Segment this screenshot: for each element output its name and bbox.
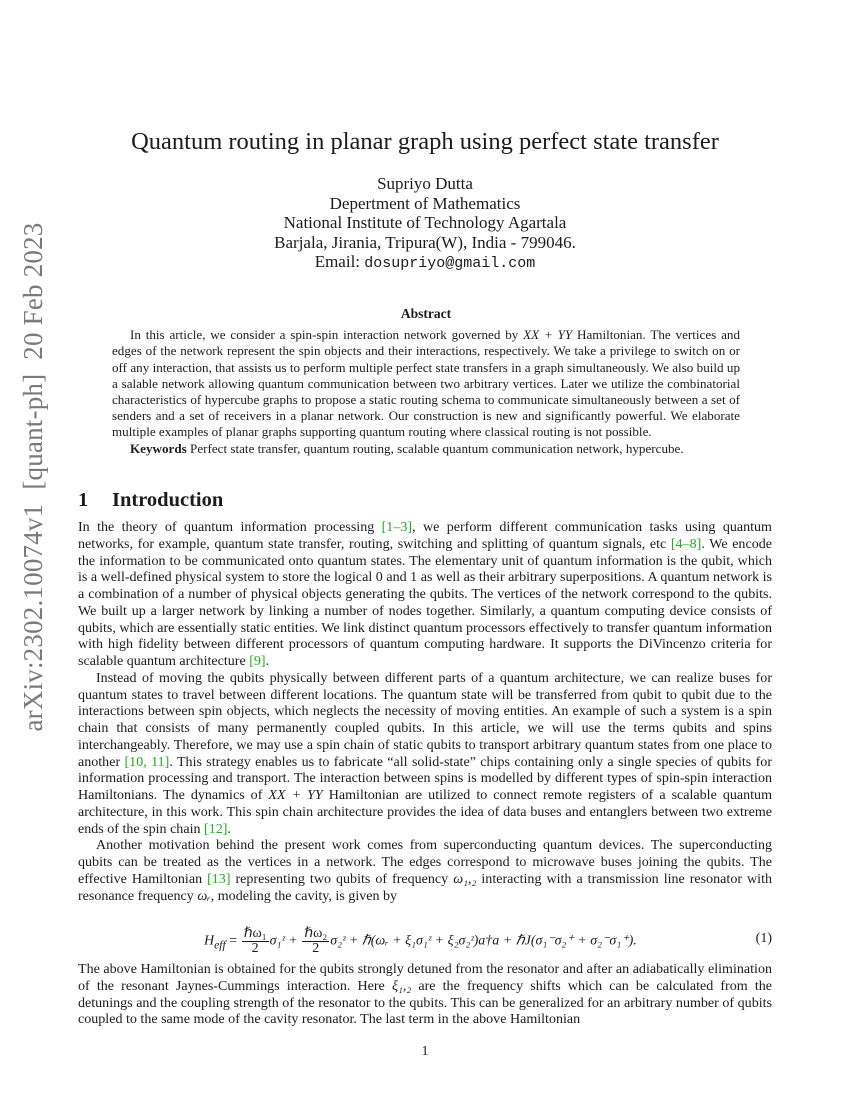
math-inline: ξ₁,₂ [391,977,412,994]
citation-link[interactable]: [10, 11] [124,753,170,770]
email-label: Email: [314,252,361,271]
paragraph: Another motivation behind the present work comes from superconducting quantum devices. The superconducting qubits can be treated as the vertices in a network. The edges correspond to microwave buses joining the qubits. The effective Hamiltonian [13] representing two qubits of frequency ω₁,₂ interacting with a transmission line resonator with resonance frequency ωᵣ, modeling the cavity, is given by [78,837,772,904]
arxiv-category: [quant-ph] [18,373,48,490]
keywords-text: Perfect state transfer, quantum routing, scalable quantum communication network, hypercube. [190,440,684,456]
abstract-heading: Abstract [400,306,452,321]
keywords-label: Keywords [130,440,187,456]
citation-link[interactable]: [13] [207,870,231,887]
keywords [112,441,740,457]
abstract-section [112,306,740,457]
equation-1 [78,925,772,955]
citation-link[interactable]: [12] [204,820,228,837]
equation-number: (1) [755,931,772,946]
paragraph: The above Hamiltonian is obtained for the qubits strongly detuned from the resonator and after an adiabatically elimination of the resonant Jaynes-Cummings interaction. Here ξ₁,₂ are the frequency shifts which can be calculated from the detunings and the coupling strength of the resonator to the qubits. This can be generalized for an arbitrary number of qubits coupled to the same mode of the cavity resonator. The last term in the above Hamiltonian [78,961,772,1028]
citation-link[interactable]: [4–8] [670,535,702,552]
paragraph: In the theory of quantum information processing [1–3], we perform different communication tasks using quantum networks, for example, quantum state transfer, routing, switching and splitting of quantum signals, etc [4–8]. We encode the information to be communicated onto quantum states. The elementary unit of quantum information is the qubit, which is a well-defined physical system to store the logical 0 and 1 as well as their arbitrary superpositions. A quantum network is a combination of a number of physical objects generating the qubits. The vertices of the network correspond to the qubits. We built up a larger network by linking a number of nodes together. Similarly, a quantum computing device consists of qubits, which are essentially static entities. We link distinct quantum processors effectively to transfer quantum information with high fidelity between different processors of quantum computing hardware. It supports the DiVincenzo criteria for scalable quantum architecture [9]. [78,519,772,669]
abstract-text: In this article, we consider a spin-spin interaction network governed by XX + YY Hamiltonian. The vertices and edges of the network represent the spin objects and their interactions, respectively. We take a privilege to switch on or off any interaction, that assists us to perform multiple perfect state transfers in a graph simultaneously. We also build up a salable network allowing quantum communication between two arbitrary vertices. Later we utilize the combinatorial characteristics of hypercube graphs to propose a static routing schema to communicate simultaneously between a set of senders and a set of receivers in a planar network. Our construction is new and significantly powerful. We elaborate multiple examples of planar graphs supporting quantum routing where classical routing is not possible. [112,327,740,440]
author-department: Depertment of Mathematics [329,193,521,213]
math-inline: ωᵣ [197,887,211,904]
citation-link[interactable]: [9] [249,653,266,669]
paragraph: Instead of moving the qubits physically between different parts of a quantum architecture, we can realize buses for quantum states to travel between different locations. The quantum state will be transferred from qubit to qubit due to the interactions between spin objects, which neglects the necessity of moving entities. An example of such a system is a spin chain that consists of many permanently coupled qubits. In this article, we will use the terms qubits and spins interchangeably. Therefore, we may use a spin chain of static qubits to transport arbitrary quantum states from one place to another [10, 11]. This strategy enables us to fabricate “all solid-state” chips containing only a single species of qubits for information processing and transport. The interaction between spins is modelled by different types of spin-spin interaction Hamiltonians. The dynamics of XX + YY Hamiltonian are utilized to connect remote registers of a scalable quantum architecture, in this work. This spin chain architecture provides the idea of data buses and entanglers between two extreme ends of the spin chain [12]. [78,669,773,837]
page-number: 1 [421,1043,429,1058]
section-heading [78,489,223,512]
arxiv-id: arXiv:2302.10074v1 [18,503,48,732]
body-text-continued [78,961,772,1028]
arxiv-identifier-stamp [18,209,49,732]
author-block [0,174,850,274]
math-inline: ω₁,₂ [453,870,477,887]
fraction: $\frac{\text{ℏω₂}}{2}$ [304,926,328,956]
math-inline: XX + YY [268,787,323,803]
section-number: 1 [78,489,89,511]
author-email-line [0,252,850,274]
arxiv-date: 20 Feb 2023 [18,222,48,360]
author-institute: National Institute of Technology Agartala [283,213,567,232]
body-text [78,519,772,904]
equation-body: $H_{eff}$ = $\frac{\text{ℏω₁}}{2}$ σ₁ᶻ + $\frac{\text{ℏω₂}}{2}$ σ₂ᶻ + ℏ(ωᵣ + ξ₁σ₁ᶻ + ξ₂σ₂ᶻ)a†a + ℏJ(σ₁⁻σ₂⁺ + σ₂⁻σ₁⁺). [204,926,637,956]
fraction: $\frac{\text{ℏω₁}}{2}$ [243,926,267,956]
author-name: Supriyo Dutta [377,174,473,193]
math-inline: XX + YY [523,327,573,343]
author-address: Barjala, Jirania, Tripura(W), India - 799046. [274,232,576,252]
email-link[interactable]: dosupriyo@gmail.com [364,255,536,272]
paper-title: Quantum routing in planar graph using perfect state transfer [131,128,719,155]
section-title: Introduction [112,489,224,511]
citation-link[interactable]: [1–3] [381,519,413,535]
